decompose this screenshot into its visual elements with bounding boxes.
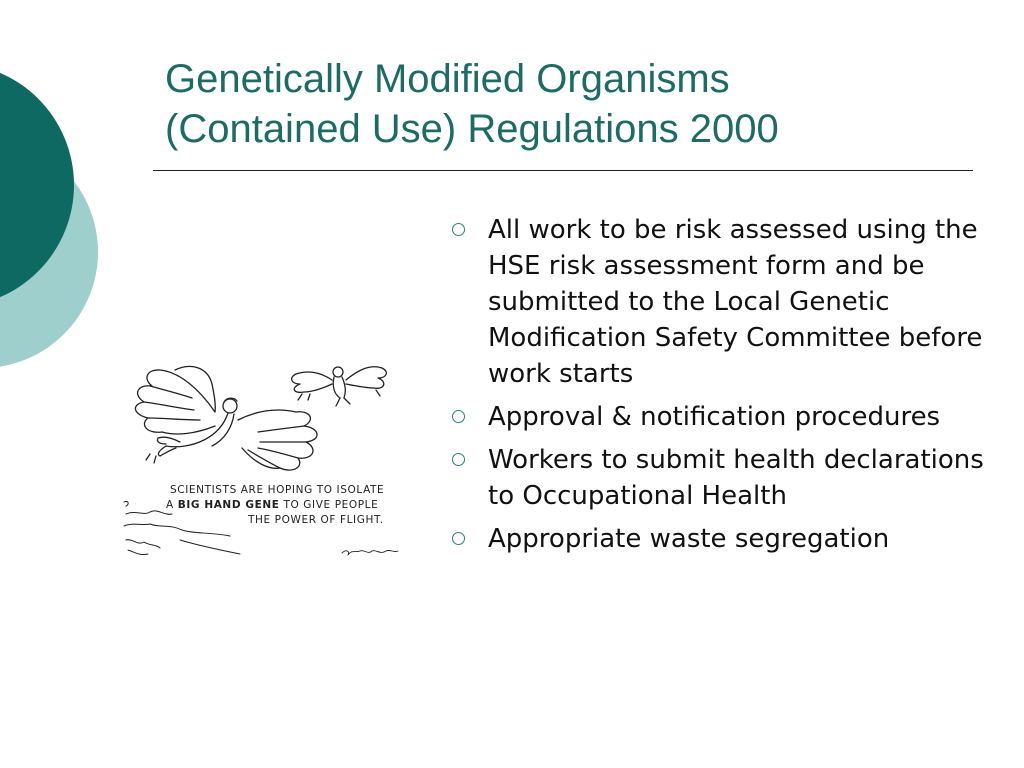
cartoon-illustration — [120, 350, 405, 565]
bullet-text: All work to be risk assessed using the HSE risk assessment form and be submitted to the Local Genetic Modification Safety Committee before work starts — [488, 215, 983, 389]
caption-line-2 — [166, 498, 401, 513]
slide-title — [165, 54, 985, 154]
bullet-text: Approval & notification procedures — [488, 402, 941, 432]
caption-line-2-post: TO GIVE PEOPLE — [279, 499, 379, 511]
title-divider — [153, 170, 973, 171]
bullet-item — [450, 399, 995, 435]
bullet-item — [450, 521, 995, 557]
bullet-list — [450, 212, 995, 564]
flying-hands-drawing — [120, 350, 405, 565]
bullet-circle-icon — [452, 410, 465, 423]
caption-line-1: SCIENTISTS ARE HOPING TO ISOLATE — [170, 484, 385, 496]
decorative-circles — [0, 0, 110, 410]
bullet-item — [450, 212, 995, 392]
caption-bold-text: BIG HAND GENE — [177, 499, 280, 511]
bullet-item — [450, 442, 995, 514]
bullet-circle-icon — [452, 223, 465, 236]
bullet-text: Workers to submit health declarations to Occupational Health — [488, 445, 984, 511]
bullet-circle-icon — [452, 532, 465, 545]
flying-man — [146, 398, 237, 463]
title-line-1: Genetically Modified Organisms — [165, 57, 730, 101]
right-hand-wing — [238, 410, 317, 470]
small-flying-person — [292, 367, 387, 406]
caption-line-2-pre: A — [166, 499, 178, 511]
left-hand-wing — [135, 366, 215, 434]
bullet-circle-icon — [452, 453, 465, 466]
caption-line-3: THE POWER OF FLIGHT. — [248, 514, 384, 526]
bullet-text: Appropriate waste segregation — [488, 524, 890, 554]
cartoon-caption — [166, 483, 401, 528]
signature-sketch — [342, 550, 398, 555]
title-line-2: (Contained Use) Regulations 2000 — [165, 107, 779, 151]
